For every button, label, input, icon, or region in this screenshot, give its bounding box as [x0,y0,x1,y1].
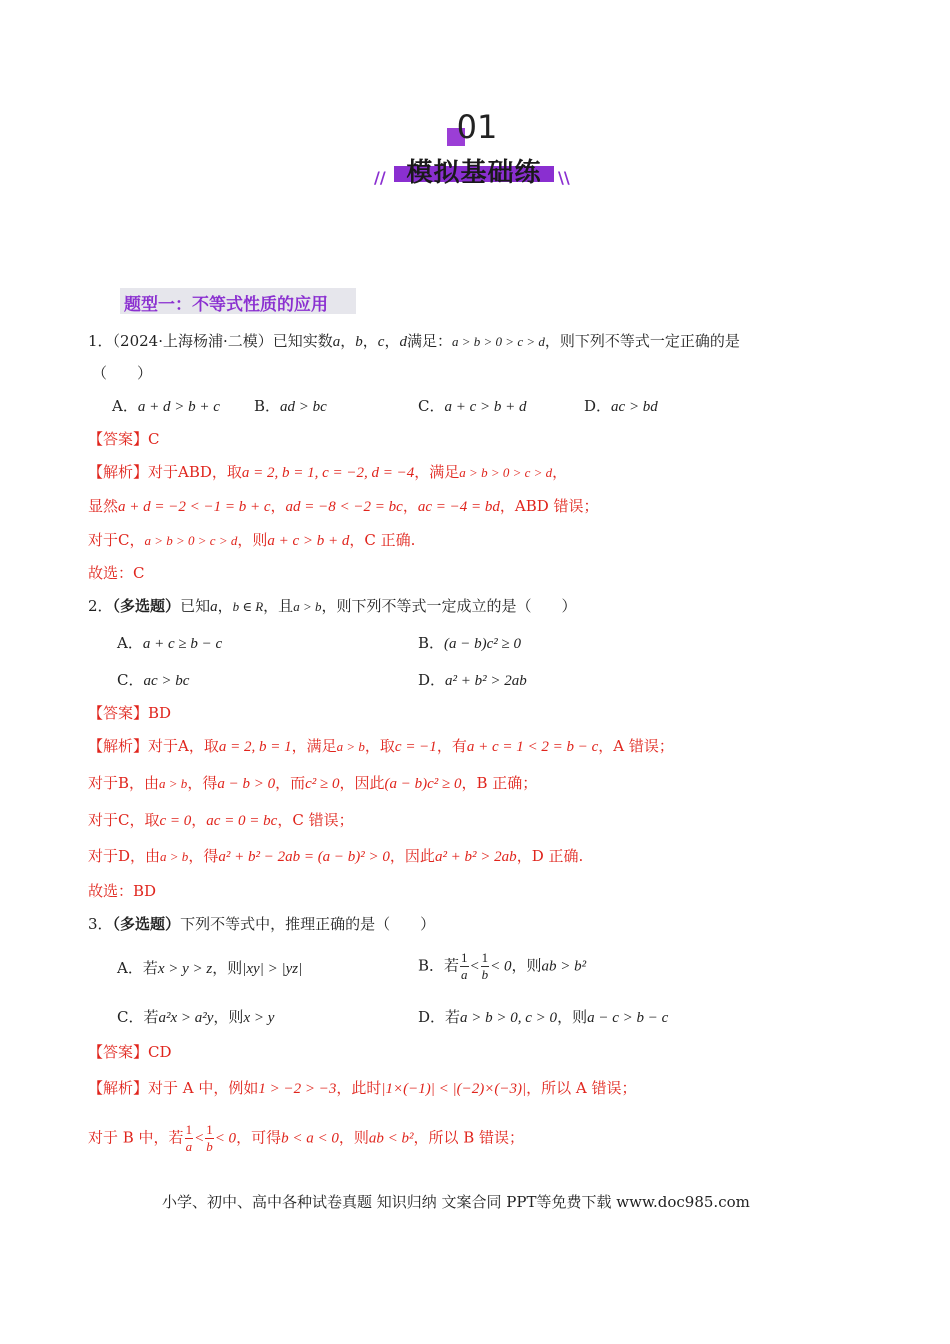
q3-option-c: C．若a²x > a²y，则x > y [117,1008,275,1026]
q2-option-c: C．ac > bc [117,671,190,689]
q1-option-a: A．a + d > b + c [112,397,220,415]
q1-stem: 1．（2024·上海杨浦·二模）已知实数a，b，c，d满足：a > b > 0 > c > d，则下列不等式一定正确的是 [88,332,740,350]
q1-analysis-line1: 【解析】对于ABD，取a = 2, b = 1, c = −2, d = −4，满足a > b > 0 > c > d， [88,463,568,481]
chapter-title: 模拟基础练 [406,158,542,188]
q1-option-d: D．ac > bd [584,397,658,415]
footer-text: 小学、初中、高中各种试卷真题 知识归纳 文案合同 PPT等免费下载 www.doc985.com [162,1193,750,1211]
q2-analysis-line3: 对于C，取c = 0，ac = 0 = bc，C 错误； [88,811,354,829]
chapter-number: 01 [456,108,498,146]
q2-choice: 故选：BD [88,882,157,900]
q2-option-d: D．a² + b² > 2ab [418,671,527,689]
q1-analysis-line3: 对于C，a > b > 0 > c > d，则a + c > b + d，C 正确. [88,531,416,549]
q1-option-b: B．ad > bc [254,397,327,415]
q2-analysis-line4: 对于D，由a > b，得a² + b² − 2ab = (a − b)² > 0，因此a² + b² > 2ab，D 正确. [88,847,584,865]
q2-answer: 【答案】BD [88,704,172,722]
q3-stem: 3．（多选题）下列不等式中，推理正确的是（ ） [88,915,436,933]
q2-option-b: B．(a − b)c² ≥ 0 [418,634,522,652]
q3-answer: 【答案】CD [88,1043,172,1061]
q2-option-a: A．a + c ≥ b − c [117,634,223,652]
q1-paren: （ ） [92,364,153,382]
q3-option-d: D．若a > b > 0, c > 0，则a − c > b − c [418,1008,669,1026]
q1-analysis-line2: 显然a + d = −2 < −1 = b + c，ad = −8 < −2 = bc，ac = −4 = bd，ABD 错误； [88,497,599,515]
q1-choice: 故选：C [88,564,145,582]
q2-analysis-line2: 对于B，由a > b，得a − b > 0，而c² ≥ 0，因此(a − b)c² ≥ 0，B 正确； [88,774,538,792]
q3-analysis-line1: 【解析】对于 A 中，例如1 > −2 > −3，此时|1×(−1)| < |(−2)×(−3)|，所以 A 错误； [88,1079,637,1097]
q2-analysis-line1: 【解析】对于A，取a = 2, b = 1，满足a > b，取c = −1，有a + c = 1 < 2 = b − c，A 错误； [88,737,674,755]
q1-option-c: C．a + c > b + d [418,397,527,415]
q2-stem: 2．（多选题）已知a，b ∈ R，且a > b，则下列不等式一定成立的是（ ） [88,597,577,615]
q3-option-b: B．若 $\frac{1}{a}$ < $\frac{1}{b}$ < 0，则ab > b² [418,950,587,982]
q3-analysis-line2: 对于 B 中，若 $\frac{1}{a}$ < $\frac{1}{b}$ < 0，可得b < a < 0，则ab < b²，所以 B 错误； [88,1122,525,1154]
section-title: 题型一：不等式性质的应用 [124,295,328,315]
header-slash-left: // [374,168,386,187]
q3-option-a: A．若x > y > z，则|xy| > |yz| [117,959,303,977]
q1-answer: 【答案】C [88,430,160,448]
header-slash-right: \\ [558,168,570,187]
